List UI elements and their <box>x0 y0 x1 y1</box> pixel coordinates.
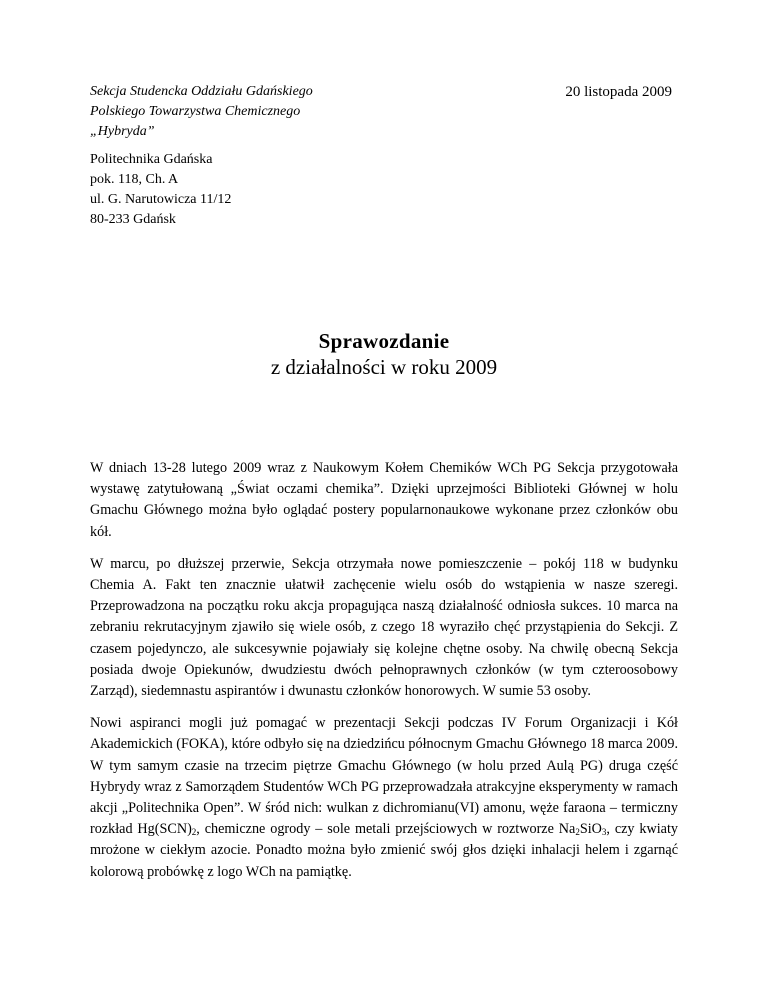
address-line: pok. 118, Ch. A <box>90 172 179 187</box>
title-main: Sprawozdanie <box>318 329 450 353</box>
paragraph-text: Nowi aspiranci mogli już pomagać w prezentacji Sekcji podczas IV Forum Organizacji i Kół Akademickich (FOKA), które odbyło się na dziedzińcu północnym Gmachu Głównego 18 marca 2009. W tym samym czasie na trzecim piętrze Gmachu Głównego (w holu przed Aulą PG) druga część Hybrydy wraz z Samorządem Studentów WCh PG przeprowadzała atrakcyjne eksperymenty w ramach akcji „Politechnika Open”. W śród nich: wulkan z dichromianu(VI) amonu, węże faraona – termiczny rozkład Hg(SCN) <box>90 715 678 838</box>
address-block <box>90 150 231 230</box>
org-line: Sekcja Studencka Oddziału Gdańskiego <box>90 84 313 99</box>
org-line: Polskiego Towarzystwa Chemicznego <box>90 104 301 119</box>
document-body <box>90 458 678 894</box>
org-line: „Hybryda” <box>90 124 155 139</box>
address-line: 80-233 Gdańsk <box>90 212 176 227</box>
address-line: ul. G. Narutowicza 11/12 <box>90 192 232 207</box>
organization-header <box>90 82 313 142</box>
paragraph-exhibition: W dniach 13-28 lutego 2009 wraz z Naukowym Kołem Chemików WCh PG Sekcja przygotowała wystawę zatytułowaną „Świat oczami chemika”. Dzięki uprzejmości Biblioteki Głównej w holu Gmachu Głównego można było oglądać postery popularnonaukowe wykonane przez członków obu kół. <box>90 460 678 540</box>
paragraph-text: , czy kwiaty mrożone w ciekłym azocie. Ponadto można było zmienić swój głos dzięki inhalacji helem i zgarnąć kolorową probówkę z logo WCh na pamiątkę. <box>90 821 678 880</box>
address-line: Politechnika Gdańska <box>90 152 213 167</box>
subscript: 2 <box>191 827 197 838</box>
title-subtitle: z działalności w roku 2009 <box>270 355 498 379</box>
document-title <box>0 328 768 380</box>
paragraph-text: SiO <box>579 821 602 838</box>
subscript: 2 <box>575 827 580 838</box>
document-date: 20 listopada 2009 <box>565 84 672 100</box>
subscript: 3 <box>601 827 607 838</box>
paragraph-text: , chemiczne ogrody – sole metali przejściowych w roztworze Na <box>196 821 576 838</box>
paragraph-foka <box>90 713 678 883</box>
paragraph-new-room: W marcu, po dłuższej przerwie, Sekcja otrzymała nowe pomieszczenie – pokój 118 w budynku Chemia A. Fakt ten znacznie ułatwił zachęcenie wielu osób do wstąpienia w nasze szeregi. Przeprowadzona na początku roku akcja propagująca naszą działalność odniosła sukces. 10 marca na zebraniu rekrutacyjnym zjawiło się wiele osób, z czego 18 wyraziło chęć przystąpienia do Sekcji. Z czasem pojedynczo, ale sukcesywnie pojawiały się kolejne chętne osoby. Na chwilę obecną Sekcja posiada dwoje Opiekunów, dwudziestu dwóch pełnoprawnych członków (w tym czteroosobowy Zarząd), siedemnastu aspirantów i dwunastu członków honorowych. W sumie 53 osoby. <box>90 555 678 700</box>
